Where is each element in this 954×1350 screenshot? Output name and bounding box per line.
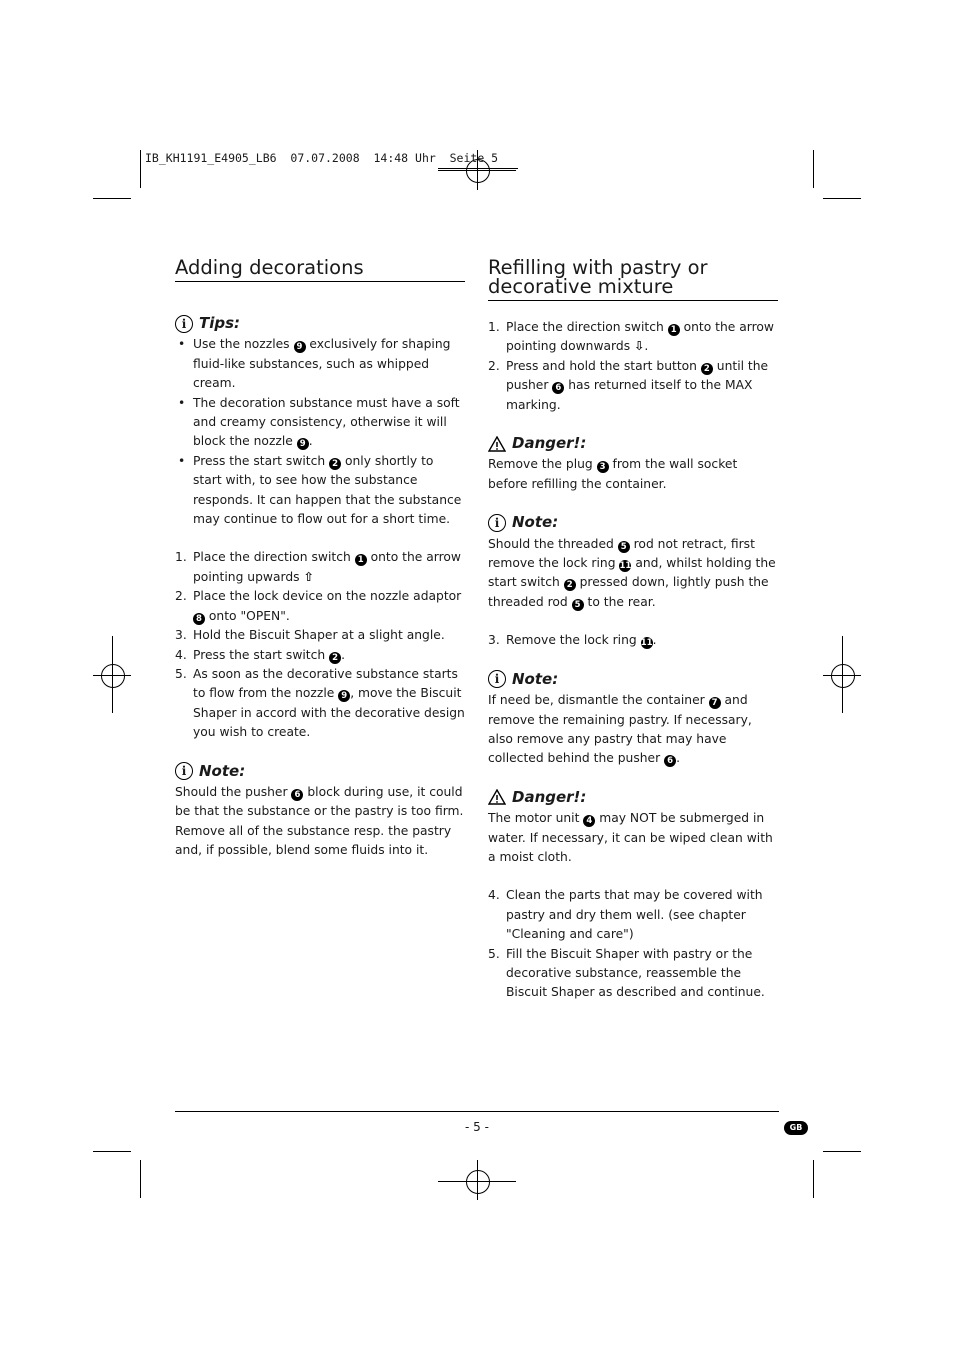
- note-text: If need be, dismantle the container 7 and remove the remaining pastry. If necessary, also remove any pastry that may have collected behind the pusher 6 .: [488, 693, 752, 767]
- right-column: [488, 258, 778, 1003]
- steps-list: [488, 886, 778, 1002]
- crop-mark: [813, 150, 814, 188]
- registration-mark: [831, 664, 855, 688]
- note-text: Should the pusher 6 block during use, it could be that the substance or the pastry is too firm. Remove all of the substance resp. the pastry and, if possible, blend some fluids into it.: [175, 784, 464, 858]
- part-number-badge: 2: [564, 579, 576, 591]
- danger-heading: Danger!:: [488, 434, 778, 453]
- warning-icon: [488, 436, 506, 452]
- list-item: 4. Clean the parts that may be covered with pastry and dry them well. (see chapter "Cleaning and care"): [488, 888, 763, 942]
- step-number: 5.: [175, 666, 187, 681]
- note-heading: i Note:: [488, 670, 778, 689]
- left-column: [175, 258, 465, 861]
- list-item: 2. Press and hold the start button 2 until the pusher 6 has returned itself to the MAX marking.: [488, 358, 769, 412]
- part-number-badge: 6: [664, 755, 676, 767]
- info-icon: i: [488, 670, 506, 688]
- step-number: 4.: [488, 888, 500, 903]
- crop-mark: [823, 1151, 861, 1152]
- section-title: Refilling with pastry or decorative mixture: [488, 258, 778, 301]
- tips-heading: i Tips:: [175, 314, 465, 333]
- section-title: Adding decorations: [175, 258, 465, 282]
- step-number: 1.: [488, 320, 500, 334]
- step-number: 5.: [488, 946, 500, 961]
- part-number-badge: 1: [668, 324, 680, 336]
- note-heading: i Note:: [175, 762, 465, 781]
- part-number-badge: 11: [619, 561, 632, 572]
- arrow-up-icon: ⇧: [303, 569, 314, 584]
- crop-mark: [93, 1151, 131, 1152]
- part-number-badge: 1: [355, 554, 367, 566]
- steps-list: [488, 631, 778, 650]
- part-number-badge: 2: [701, 363, 713, 375]
- step-number: 2.: [488, 358, 500, 373]
- page-number: - 5 -: [465, 1120, 489, 1134]
- registration-mark: [466, 1170, 490, 1194]
- crop-mark: [140, 1160, 141, 1198]
- list-item: 5. Fill the Biscuit Shaper with pastry or the decorative substance, reassemble the Biscuit Shaper as described and continue.: [488, 946, 765, 1000]
- list-item: 2. Place the lock device on the nozzle adaptor 8 onto "OPEN".: [175, 589, 462, 624]
- list-item: 5. As soon as the decorative substance starts to flow from the nozzle 9 , move the Biscuit Shaper in accord with the decorative design you wish to create.: [175, 666, 465, 740]
- language-badge: GB: [784, 1121, 808, 1135]
- info-icon: i: [175, 315, 193, 333]
- step-number: 3.: [175, 628, 187, 643]
- crop-mark: [813, 1160, 814, 1198]
- part-number-badge: 5: [618, 541, 630, 553]
- step-number: 1.: [175, 550, 187, 565]
- list-item: 1. Place the direction switch 1 onto the arrow pointing upwards ⇧: [175, 550, 461, 584]
- part-number-badge: 2: [329, 458, 341, 470]
- danger-heading: Danger!:: [488, 788, 778, 807]
- crop-mark: [823, 198, 861, 199]
- list-item: • The decoration substance must have a soft and creamy consistency, otherwise it will block the nozzle 9 .: [175, 394, 465, 452]
- part-number-badge: 11: [640, 638, 653, 649]
- warning-icon: [488, 789, 506, 805]
- note-text: Should the threaded 5 rod not retract, first remove the lock ring 11 and, whilst holding the start switch 2 pressed down, lightly push the threaded rod 5 to the rear.: [488, 536, 776, 610]
- list-item: 3. Hold the Biscuit Shaper at a slight angle.: [175, 626, 465, 645]
- tips-list: [175, 335, 465, 529]
- print-slug: IB_KH1191_E4905_LB6 07.07.2008 14:48 Uhr Seite 5: [145, 151, 499, 165]
- steps-list: [175, 548, 465, 742]
- step-number: 2.: [175, 589, 187, 604]
- part-number-badge: 6: [552, 382, 564, 394]
- footer-rule: [175, 1111, 779, 1112]
- arrow-down-icon: ⇩: [634, 339, 645, 354]
- danger-text: Remove the plug 3 from the wall socket before refilling the container.: [488, 457, 738, 491]
- info-icon: i: [175, 762, 193, 780]
- slug-underline: [438, 168, 518, 169]
- info-icon: i: [488, 514, 506, 532]
- part-number-badge: 9: [297, 438, 309, 450]
- list-item: 1. Place the direction switch 1 onto the arrow pointing downwards ⇩.: [488, 320, 774, 354]
- steps-list: [488, 318, 778, 415]
- list-item: 3. Remove the lock ring 11.: [488, 631, 778, 650]
- part-number-badge: 5: [572, 599, 584, 611]
- part-number-badge: 8: [193, 613, 205, 625]
- registration-mark: [101, 664, 125, 688]
- crop-mark: [140, 150, 141, 188]
- danger-text: The motor unit 4 may NOT be submerged in water. If necessary, it can be wiped clean with a moist cloth.: [488, 811, 773, 864]
- part-number-badge: 6: [291, 789, 303, 801]
- step-number: 4.: [175, 647, 187, 662]
- step-number: 3.: [488, 633, 500, 648]
- list-item: 4. Press the start switch 2 .: [175, 646, 465, 665]
- part-number-badge: 7: [709, 697, 721, 709]
- crop-mark: [93, 198, 131, 199]
- list-item: • Press the start switch 2 only shortly to start with, to see how the substance responds. It can happen that the substance may continue to flow out for a short time.: [175, 452, 465, 530]
- list-item: • Use the nozzles 9 exclusively for shaping fluid-like substances, such as whipped cream.: [175, 335, 465, 393]
- note-heading: i Note:: [488, 513, 778, 532]
- part-number-badge: 9: [294, 341, 306, 353]
- part-number-badge: 3: [597, 461, 609, 473]
- part-number-badge: 4: [583, 815, 595, 827]
- part-number-badge: 9: [338, 690, 350, 702]
- part-number-badge: 2: [329, 652, 341, 664]
